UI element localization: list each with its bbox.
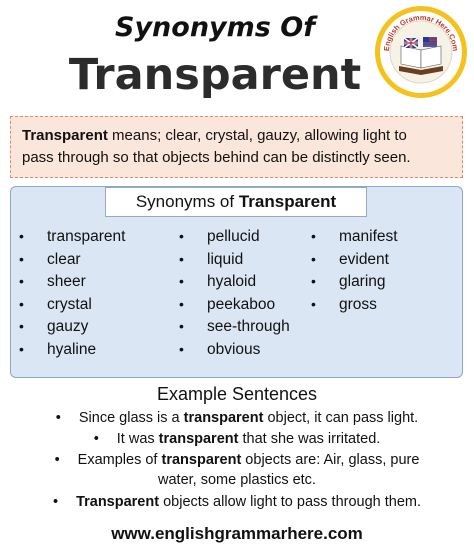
website-url[interactable]: www.englishgrammarhere.com bbox=[111, 524, 363, 543]
bullet: • bbox=[54, 452, 60, 468]
bullet: • bbox=[19, 295, 24, 312]
bullet: • bbox=[52, 494, 59, 510]
bullet: • bbox=[19, 228, 24, 244]
synonym-word: sheer bbox=[47, 273, 86, 290]
synonym-word: manifest bbox=[339, 228, 398, 245]
bullet: • bbox=[311, 273, 316, 289]
bullet: • bbox=[179, 228, 184, 244]
title-line-1: Synonyms Of bbox=[115, 12, 315, 43]
synonym-word: see-through bbox=[207, 318, 290, 335]
synonym-word: transparent bbox=[47, 228, 126, 245]
synonym-word: pellucid bbox=[207, 228, 260, 245]
sentence-text: objects are: Air, glass, pure bbox=[241, 452, 420, 468]
bullet: • bbox=[19, 250, 24, 267]
synonym-word: gauzy bbox=[47, 318, 89, 335]
synonym-item bbox=[19, 338, 125, 361]
synonym-item bbox=[311, 225, 398, 248]
example-sentence-4 bbox=[0, 492, 474, 512]
bullet: • bbox=[19, 318, 24, 334]
synonym-item bbox=[19, 270, 125, 293]
sentence-keyword: transparent bbox=[183, 410, 264, 426]
synonym-word: glaring bbox=[339, 273, 386, 290]
definition-line-1 bbox=[22, 125, 454, 147]
synonym-item bbox=[179, 338, 290, 361]
synonym-item bbox=[19, 293, 125, 316]
synonym-item bbox=[179, 315, 290, 338]
bullet: • bbox=[179, 318, 184, 334]
bullet: • bbox=[179, 250, 184, 267]
sentence-text: Since glass is a bbox=[78, 410, 184, 426]
bullet: • bbox=[311, 295, 316, 312]
synonym-item bbox=[19, 248, 125, 271]
bullet: • bbox=[311, 228, 316, 244]
bullet: • bbox=[19, 340, 24, 357]
synonym-item bbox=[19, 315, 125, 338]
synonym-item bbox=[179, 248, 290, 271]
definition-box bbox=[10, 116, 463, 178]
sentence-text: that she was irritated. bbox=[238, 431, 381, 447]
synonym-item bbox=[311, 248, 398, 271]
title-line-2: Transparent bbox=[68, 50, 362, 100]
synonyms-title-prefix: Synonyms of bbox=[135, 192, 239, 211]
synonyms-column-3 bbox=[311, 225, 398, 315]
example-sentence-3 bbox=[0, 450, 474, 470]
synonym-item bbox=[179, 293, 290, 316]
synonyms-column-2 bbox=[179, 225, 290, 360]
bullet: • bbox=[179, 295, 184, 312]
bullet: • bbox=[179, 273, 184, 289]
synonym-word: hyaline bbox=[47, 340, 97, 358]
synonym-word: liquid bbox=[207, 250, 244, 268]
definition-term: Transparent bbox=[22, 127, 108, 144]
sentence-text: object, it can pass light. bbox=[263, 410, 419, 426]
definition-line-2: pass through so that objects behind can be distinctly seen. bbox=[22, 149, 411, 166]
example-sentence-3-continued: water, some plastics etc. bbox=[158, 472, 316, 488]
synonym-item bbox=[311, 293, 398, 316]
synonym-word: crystal bbox=[47, 295, 92, 313]
sentence-text: It was bbox=[116, 431, 159, 447]
synonym-word: clear bbox=[47, 250, 81, 268]
synonym-item bbox=[179, 225, 290, 248]
synonyms-box bbox=[10, 186, 463, 378]
bullet: • bbox=[179, 340, 184, 357]
sentence-keyword: Transparent bbox=[76, 494, 160, 510]
sentence-keyword: transparent bbox=[161, 452, 242, 468]
sentence-text: Examples of bbox=[77, 452, 162, 468]
bullet: • bbox=[19, 273, 24, 289]
synonym-word: peekaboo bbox=[207, 295, 276, 313]
synonyms-title-word: Transparent bbox=[238, 192, 337, 211]
bullet: • bbox=[311, 250, 316, 267]
example-sentence-2 bbox=[0, 429, 474, 449]
synonym-word: hyaloid bbox=[207, 273, 257, 290]
book-flags-logo-icon bbox=[373, 4, 469, 100]
sentence-text: objects allow light to pass through them. bbox=[159, 494, 422, 510]
synonym-item bbox=[19, 225, 125, 248]
synonym-item bbox=[179, 270, 290, 293]
bullet: • bbox=[55, 410, 61, 426]
synonyms-title bbox=[105, 187, 367, 217]
bullet: • bbox=[93, 431, 99, 447]
synonym-word: evident bbox=[339, 250, 389, 268]
site-logo bbox=[373, 4, 469, 100]
synonym-word: gross bbox=[339, 295, 377, 313]
example-sentences-heading: Example Sentences bbox=[156, 384, 318, 404]
logo-text: English Grammar Here.Com bbox=[381, 12, 461, 52]
synonym-item bbox=[311, 270, 398, 293]
synonym-word: obvious bbox=[207, 340, 261, 358]
definition-text-1: means; clear, crystal, gauzy, allowing light to bbox=[107, 127, 407, 144]
example-sentence-1 bbox=[0, 408, 474, 428]
sentence-keyword: transparent bbox=[158, 431, 239, 447]
synonyms-column-1 bbox=[19, 225, 125, 360]
